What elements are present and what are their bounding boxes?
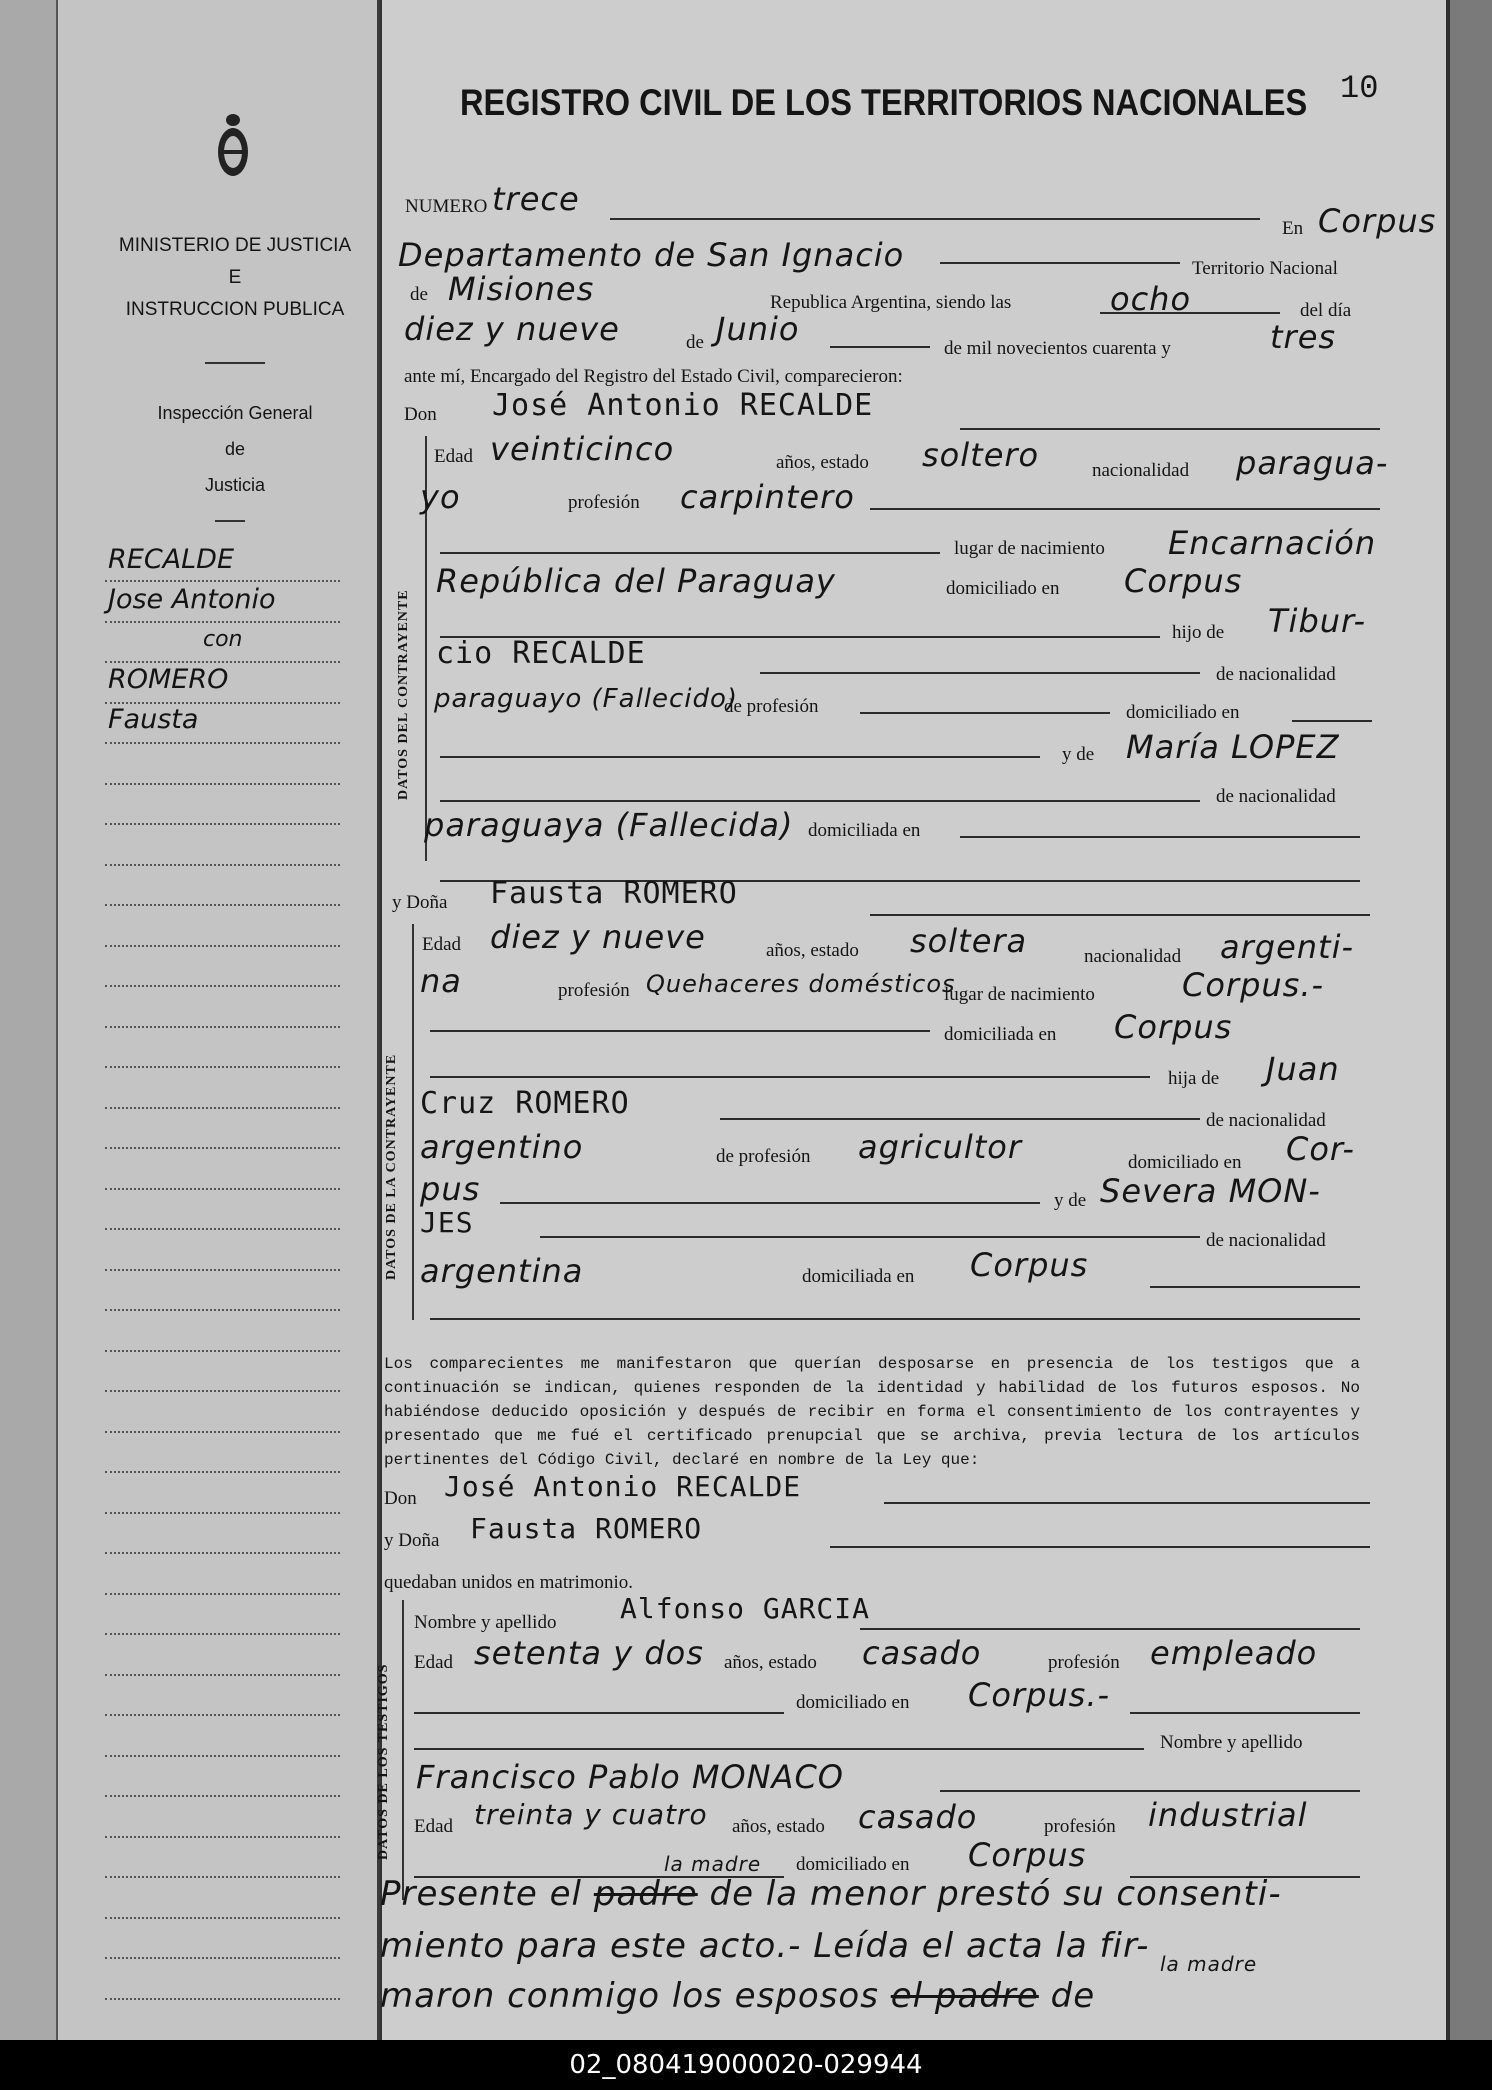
contrayenta-madre-cont: JES [420,1206,474,1239]
testigo-edad-label: Edad [414,1652,454,1673]
fill-line [414,1712,784,1714]
testigo2-estado: casado [858,1798,978,1836]
hija-label: hija de [1168,1068,1220,1089]
obs-line-3-strike: el padre [890,1976,1039,2016]
fill-line [870,914,1370,916]
contrayente-nacionalidad-cont: yo [420,478,461,516]
ruled-line [105,1957,340,1959]
image-id-caption: 02_080419000020-029944 [0,2040,1492,2090]
de-profesion-label-2: de profesión [716,1146,811,1167]
contrayenta-estado: soltera [910,922,1028,960]
ruled-line [105,1309,340,1311]
lugar-label: lugar de nacimiento [954,538,1105,559]
ruled-line [105,1431,340,1433]
ruled-line [105,945,340,947]
margin-note-given-2: Fausta [108,704,199,735]
contrayenta-nacionalidad-cont: na [420,962,462,1000]
contrayenta-brace [412,924,414,1320]
inspection-line-2: de [224,439,246,459]
contrayenta-madre-dom: Corpus [970,1246,1089,1284]
del-dia-label: del día [1300,300,1352,321]
ministry-line-1: MINISTERIO DE JUSTICIA [118,235,352,256]
testigo2-edad: treinta y cuatro [474,1798,708,1831]
numero-label: NUMERO [405,196,488,217]
contrayente-domicilio: Corpus [1124,562,1243,600]
contrayente-edad: veinticinco [490,430,675,468]
ministry-line-3: INSTRUCCION PUBLICA [125,299,345,320]
contrayente-estado: soltero [922,436,1040,474]
fill-line [940,262,1180,264]
nacionalidad-label-2: nacionalidad [1084,946,1182,967]
anos-estado-label-2: años, estado [766,940,859,961]
ruled-line [105,1512,340,1514]
de-label: de [410,284,428,305]
obs-line-1 [380,1874,1282,1914]
testigo2-profesion: industrial [1148,1796,1308,1834]
testigo-domiciliado-label: domiciliado en [796,1692,910,1713]
ruled-line [105,1107,340,1109]
departamento-value: Departamento de San Ignacio [398,236,905,274]
margin-note-surname-2: ROMERO [108,664,229,695]
contrayenta-madre-nac: argentina [420,1252,584,1290]
contrayenta-domicilio: Corpus [1114,1008,1233,1046]
obs-line-2: miento para este acto.- Leída el acta la fir- [380,1926,1150,1966]
ruled-line [105,1917,340,1919]
ruled-line [105,1836,340,1838]
contrayenta-name: Fausta ROMERO [490,876,738,911]
decl-dona-label: y Doña [384,1530,440,1551]
testigo-anos-estado: años, estado [724,1652,817,1673]
fill-line [440,552,940,554]
testigo2-domicilio: Corpus [968,1836,1087,1874]
ruled-line [105,1188,340,1190]
en-label: En [1282,218,1304,239]
ruled-line [105,621,340,623]
edad-label-2: Edad [422,934,462,955]
decl-dona-name: Fausta ROMERO [470,1512,703,1545]
fill-line [960,428,1380,430]
ruled-line [105,1066,340,1068]
testigo-profesion-label-2: profesión [1044,1816,1116,1837]
fill-line [1100,312,1280,314]
contrayente-name: José Antonio RECALDE [492,388,874,423]
ministry-line-2: E [228,267,242,288]
fill-line [610,218,1260,220]
contrayenta-padre-nac: argentino [420,1128,584,1166]
contrayenta-padre-prof: agricultor [858,1128,1023,1166]
inspection-line-1: Inspección General [157,403,313,423]
domiciliada-label: domiciliada en [944,1024,1057,1045]
contrayenta-padre-dom: Cor- [1286,1130,1355,1168]
hijo-label: hijo de [1172,622,1225,643]
contrayenta-side-label: DATOS DE LA CONTRAYENTE [384,1053,399,1280]
lugar-label-2: lugar de nacimiento [944,984,1095,1005]
domiciliada-en-label: domiciliada en [808,820,921,841]
fill-line [860,712,1110,714]
ruled-line [105,783,340,785]
testigo1-domicilio: Corpus.- [968,1676,1111,1714]
fill-line [414,1748,1144,1750]
ruled-line [105,985,340,987]
territorio-label: Territorio Nacional [1192,258,1338,279]
fill-line [830,1546,1370,1548]
margin-note-surname: RECALDE [108,544,235,575]
ruled-line [105,1714,340,1716]
contrayenta-padre-cont: Cruz ROMERO [420,1086,630,1121]
domiciliada-en-label-2: domiciliada en [802,1266,915,1287]
ruled-line [105,1795,340,1797]
domiciliado-label: domiciliado en [946,578,1060,599]
testigo1-profesion: empleado [1150,1634,1318,1672]
ruled-line [105,1269,340,1271]
unidos-text: quedaban unidos en matrimonio. [384,1572,634,1593]
madre-nacionalidad: paraguaya (Fallecida) [424,806,794,844]
territorio-value: Misiones [448,270,595,308]
testigos-side-label: DATOS DE LOS TESTIGOS [376,1663,391,1860]
padre-name: Tibur- [1268,602,1366,640]
contrayente-profesion: carpintero [680,478,855,516]
testigo1-estado: casado [862,1634,982,1672]
obs-line-1-a: Presente el [380,1874,583,1914]
fill-line [860,1628,1360,1630]
ruled-line [105,1755,340,1757]
numero-value: trece [492,180,580,218]
contrayenta-madre: Severa MON- [1100,1172,1321,1210]
coat-of-arms-icon [213,110,253,182]
testigo1-name: Alfonso GARCIA [620,1592,871,1625]
fill-line [540,1236,1200,1238]
anos-estado-label: años, estado [776,452,869,473]
testigo-profesion-label: profesión [1048,1652,1120,1673]
profesion-label-2: profesión [558,980,630,1001]
contrayenta-profesion: Quehaceres domésticos [646,970,956,998]
de-nacionalidad-label-4: de nacionalidad [1206,1230,1326,1251]
contrayente-lugar: Encarnación [1168,524,1377,562]
obs-line-3-a: maron conmigo los esposos [380,1976,879,2016]
obs-line-1-strike: padre [593,1874,698,1914]
nacionalidad-label: nacionalidad [1092,460,1190,481]
fill-line [430,1076,1150,1078]
testigo2-name: Francisco Pablo MONACO [416,1758,844,1796]
contrayenta-padre: Juan [1266,1050,1340,1088]
ruled-line [105,661,340,663]
de-nacionalidad-label: de nacionalidad [1216,664,1336,685]
dia-value: diez y nueve [404,310,620,348]
don-label: Don [404,404,437,425]
left-page-edge [0,0,58,2040]
ruled-line [105,702,340,704]
fill-line [430,1030,930,1032]
ruled-line [105,864,340,866]
fill-line [960,836,1360,838]
ruled-line [105,1876,340,1878]
padre-name-cont: cio RECALDE [436,636,646,671]
de-nacionalidad-label-3: de nacionalidad [1206,1110,1326,1131]
fill-line [760,672,1200,674]
edad-label: Edad [434,446,474,467]
ruled-line [105,580,340,582]
dona-label: y Doña [392,892,448,913]
ante-text: ante mí, Encargado del Registro del Estado Civil, comparecieron: [404,366,903,387]
obs-line-1-b: de la menor prestó su consenti- [709,1874,1282,1914]
fill-line [870,508,1380,510]
testigo-domiciliado-label-2: domiciliado en [796,1854,910,1875]
declaration-paragraph: Los comparecientes me manifestaron que querían desposarse en presencia de los testigos que a continuación se indican, quienes responden de la identidad y habilidad de los futuros esposos. No habiéndose deducido oposición y después de recibir en forma el consentimiento de los contrayentes y presentado que me fué el certificado prenupcial que se archiva, previa lectura de los artículos pertinentes del Código Civil, declaré en nombre de la Ley que: [384,1355,1360,1469]
page-number: 10 [1340,70,1379,107]
inspection-line-3: Justicia [204,475,266,495]
obs-insert-3: la madre [1160,1952,1258,1976]
ruled-line [105,1471,340,1473]
fill-line [884,1502,1370,1504]
contrayenta-edad: diez y nueve [490,918,706,956]
padre-nacionalidad: paraguayo (Fallecido) [434,684,739,714]
ruled-line [105,823,340,825]
margin-note-con: con [203,627,243,652]
domiciliado-en-label-3: domiciliado en [1128,1152,1242,1173]
fill-line [440,756,1040,758]
de-profesion-label: de profesión [724,696,819,717]
contrayente-side-label: DATOS DEL CONTRAYENTE [396,589,411,800]
testigo1-edad: setenta y dos [474,1634,704,1672]
obs-line-3-b: de [1050,1976,1096,2016]
fill-line [500,1202,1040,1204]
ruled-line [105,1390,340,1392]
contrayente-lugar-cont: República del Paraguay [436,562,836,600]
hora-value: ocho [1110,280,1192,318]
domiciliado-en-label: domiciliado en [1126,702,1240,723]
madre-name: María LOPEZ [1126,728,1340,766]
ruled-line [105,1674,340,1676]
fill-line [430,1318,1360,1320]
fill-line [1150,1286,1360,1288]
ministry-heading [110,230,360,326]
obs-insert-1: la madre [664,1852,762,1876]
fill-line [940,1790,1360,1792]
contrayente-nacionalidad: paragua- [1236,444,1389,482]
fill-line [1292,720,1372,722]
divider [215,520,245,522]
margin-note-given: Jose Antonio [108,584,276,615]
contrayenta-nacionalidad: argenti- [1220,928,1355,966]
ruled-line [105,1350,340,1352]
ruled-line [105,904,340,906]
profesion-label: profesión [568,492,640,513]
decl-don-name: José Antonio RECALDE [444,1470,802,1503]
inspection-heading [110,395,360,503]
de-label-2: de [686,332,704,353]
fill-line [1130,1712,1360,1714]
testigo-nombre-label: Nombre y apellido [414,1612,557,1633]
en-value: Corpus [1318,202,1437,240]
y-de-label: y de [1062,744,1095,765]
ruled-line [105,1998,340,2000]
anio-text: de mil novecientos cuarenta y [944,338,1171,359]
testigo-edad-label-2: Edad [414,1816,454,1837]
testigo-nombre-label-2: Nombre y apellido [1160,1732,1303,1753]
republica-text: Republica Argentina, siendo las [770,292,1012,313]
ruled-line [105,1147,340,1149]
ruled-line [105,1026,340,1028]
obs-line-3 [380,1976,1095,2016]
contrayenta-padre-dom-cont: pus [420,1170,481,1208]
book-binding [1446,0,1492,2040]
testigo-anos-estado-2: años, estado [732,1816,825,1837]
fill-line [440,800,1200,802]
testigos-brace [402,1600,404,1900]
ruled-line [105,1593,340,1595]
fill-line [830,346,930,348]
ruled-line [105,1633,340,1635]
y-de-label-2: y de [1054,1190,1087,1211]
divider [205,362,265,364]
margin-note [108,540,358,740]
decl-don-label: Don [384,1488,417,1509]
mes-value: Junio [716,310,800,348]
ruled-line [105,1228,340,1230]
anio-value: tres [1270,318,1337,356]
ruled-line [105,742,340,744]
fill-line [720,1118,1200,1120]
ruled-line [105,1552,340,1554]
de-nacionalidad-label-2: de nacionalidad [1216,786,1336,807]
contrayenta-lugar: Corpus.- [1182,966,1325,1004]
register-title: REGISTRO CIVIL DE LOS TERRITORIOS NACIONALES [460,82,1308,123]
